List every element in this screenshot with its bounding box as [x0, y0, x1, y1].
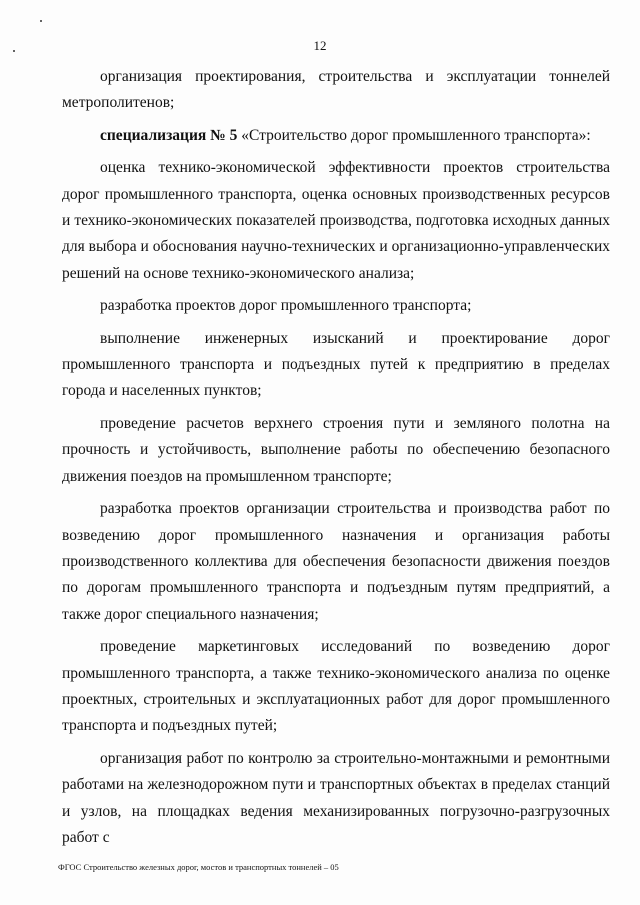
- specialization-label: специализация № 5: [100, 126, 238, 144]
- paragraph: проведение расчетов верхнего строения пути и земляного полотна на прочность и устойчивость, выполнение работы по обеспечению безопасного движения поездов на промышленном транспорте;: [62, 414, 610, 485]
- specialization-title: «Строительство дорог промышленного транспорта»:: [237, 126, 591, 144]
- scan-speck: [40, 20, 42, 22]
- paragraph: разработка проектов дорог промышленного транспорта;: [100, 297, 472, 315]
- specialization-heading: [62, 123, 610, 149]
- paragraph: организация работ по контролю за строительно-монтажными и ремонтными работами на железнодорожном пути и транспортных объектах в пределах станций и узлов, на площадках ведения механизированных погрузочно-разгрузочных работ с: [62, 749, 610, 846]
- document-body: [62, 64, 610, 857]
- page-footer: ФГОС Строительство железных дорог, мостов и транспортных тоннелей – 05: [58, 862, 339, 872]
- paragraph: разработка проектов организации строительства и производства работ по возведению дорог промышленного назначения и организация работы производственного коллектива для обеспечения безопасности движения поездов по дорогам промышленного транспорта и подъездным путям предприятий, а также дорог специального назначения;: [62, 500, 610, 623]
- paragraph: проведение маркетинговых исследований по возведению дорог промышленного транспорта, а также технико-экономического анализа по оценке проектных, строительных и эксплуатационных работ для дорог промышленного транспорта и подъездных путей;: [62, 638, 610, 735]
- paragraph: оценка технико-экономической эффективности проектов строительства дорог промышленного транспорта, оценка основных производственных ресурсов и технико-экономических показателей производства, подготовка исходных данных для выбора и обоснования научно-технических и организационно-управленческих решений на основе технико-экономического анализа;: [62, 159, 610, 282]
- page-number: 12: [313, 38, 327, 53]
- paragraph: выполнение инженерных изысканий и проектирование дорог промышленного транспорта и подъездных путей к предприятию в пределах города и населенных пунктов;: [62, 329, 610, 400]
- paragraph: организация проектирования, строительства и эксплуатации тоннелей метрополитенов;: [62, 68, 610, 112]
